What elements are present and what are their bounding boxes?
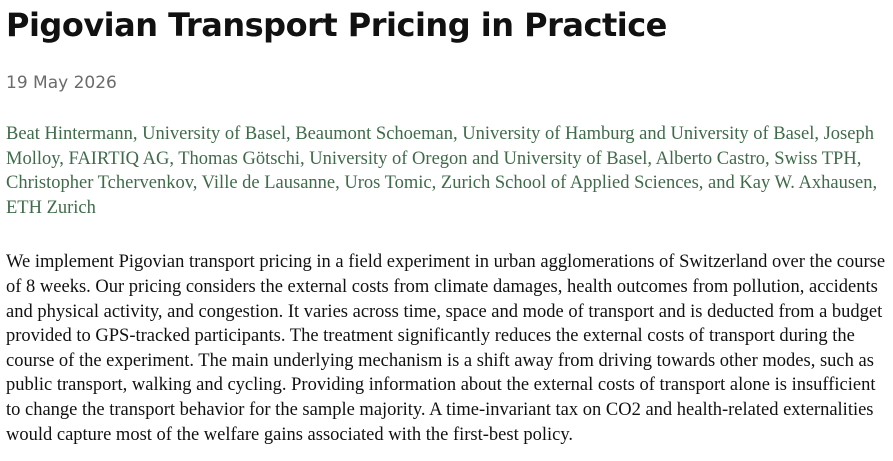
abstract-text: We implement Pigovian transport pricing in a field experiment in urban agglomerations of Switzerland over the course of 8 weeks. Our pricing considers the external costs from climate damages, health outcomes from pollution, accidents and physical activity, and congestion. It varies across time, space and mode of transport and is deducted from a budget provided to GPS-tracked participants. The treatment significantly reduces the external costs of transport during the course of the experiment. The main underlying mechanism is a shift away from driving towards other modes, such as public transport, walking and cycling. Providing information about the external costs of transport alone is insufficient to change the transport behavior for the sample majority. A time-invariant tax on CO2 and health-related externalities would capture most of the welfare gains associated with the first-best policy.: [6, 252, 886, 445]
author-list: Beat Hintermann, University of Basel, Beaumont Schoeman, University of Hamburg and University of Basel, Joseph Molloy, FAIRTIQ AG, Thomas Götschi, University of Oregon and University of Basel, Alberto Castro, Swiss TPH, Christopher Tchervenkov, Ville de Lausanne, Uros Tomic, Zurich School of Applied Sciences, and Kay W. Axhausen, ETH Zurich: [6, 124, 878, 218]
article-title: Pigovian Transport Pricing in Practice: [6, 6, 667, 44]
article: [6, 0, 886, 447]
publication-date: 19 May 2026: [6, 73, 117, 93]
